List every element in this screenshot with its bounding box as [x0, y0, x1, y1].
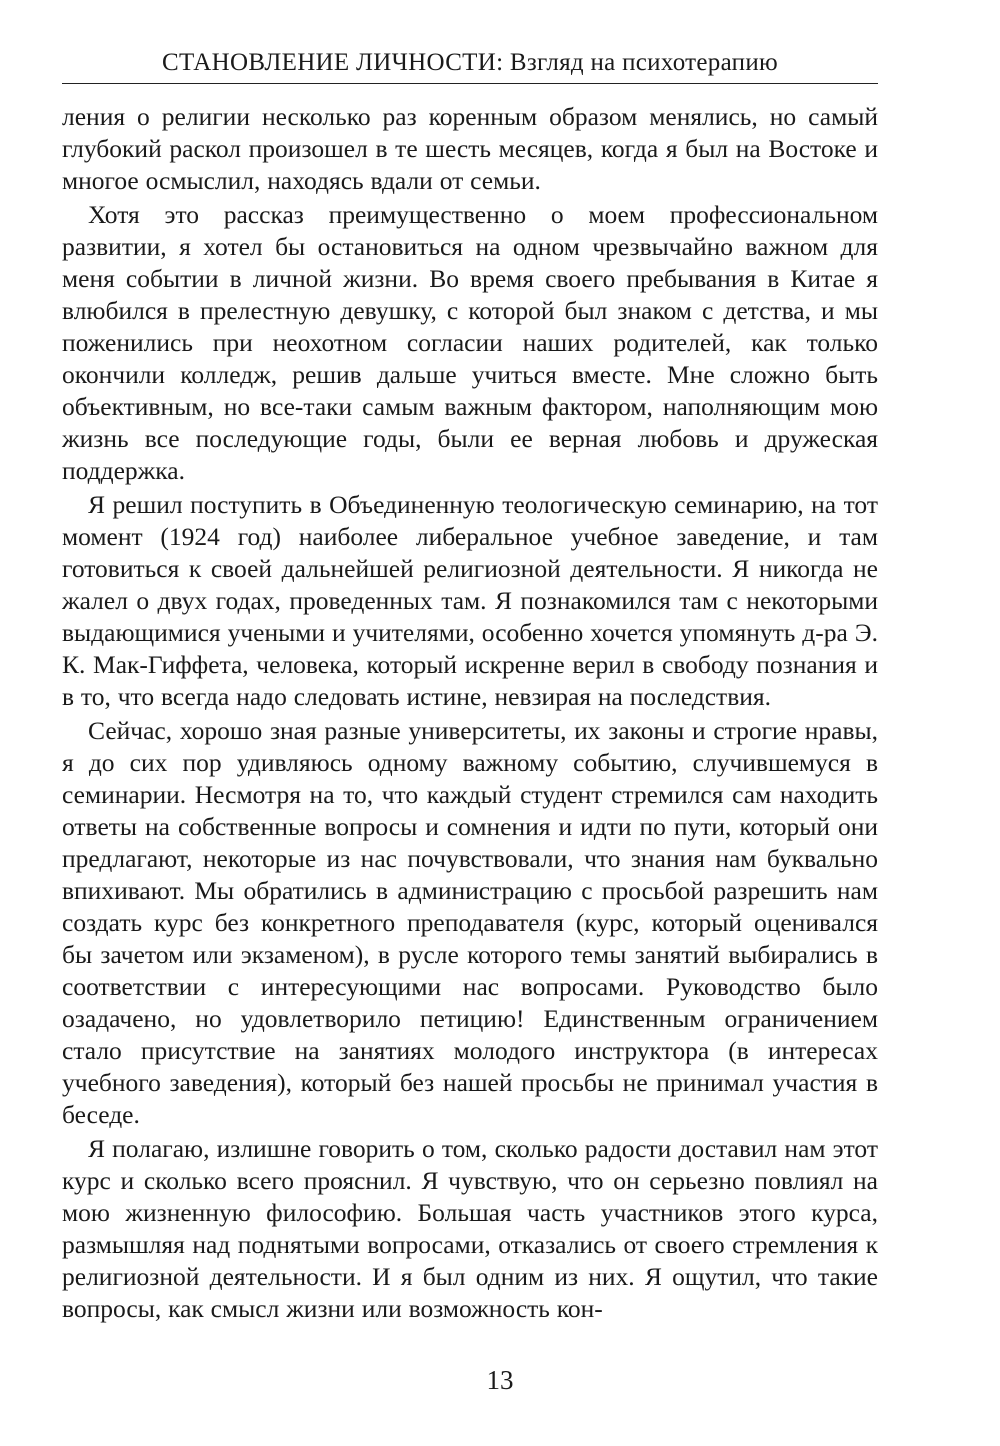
page-number: 13	[486, 1365, 514, 1395]
paragraph: Хотя это рассказ преимущественно о моем профессиональном развитии, я хотел бы остановиться на одном чрезвычайно важном для меня событии в личной жизни. Во время своего пребывания в Китае я влюбился в прелестную девушку, с которой был знаком с детства, и мы поженились при неохотном согласии наших родителей, как только окончили колледж, решив дальше учиться вместе. Мне сложно быть объективным, но все-таки самым важным фактором, наполняющим мою жизнь все последующие годы, были ее верная любовь и дружеская поддержка.	[62, 200, 878, 485]
paragraph: Я полагаю, излишне говорить о том, сколько радости доставил нам этот курс и сколько всего прояснил. Я чувствую, что он серьезно повлиял на мою жизненную философию. Большая часть участников этого курса, размышляя над поднятыми вопросами, отказались от своего стремления к религиозной деятельности. И я был одним из них. Я ощутил, что такие вопросы, как смысл жизни или возможность кон-	[62, 1134, 878, 1323]
body-text	[62, 101, 878, 1325]
header-divider	[62, 83, 878, 84]
paragraph: Сейчас, хорошо зная разные университеты, их законы и строгие нравы, я до сих пор удивляюсь одному важному событию, случившемуся в семинарии. Несмотря на то, что каждый студент стремился сам находить ответы на собственные вопросы и сомнения и идти по пути, который они предлагают, некоторые из нас почувствовали, что знания нам буквально впихивают. Мы обратились в администрацию с просьбой разрешить нам создать курс без конкретного преподавателя (курс, который оценивался бы зачетом или экзаменом), в русле которого темы занятий выбирались в соответствии с интересующими нас вопросами. Руководство было озадачено, но удовлетворило петицию! Единственным ограничением стало присутствие на занятиях молодого инструктора (в интересах учебного заведения), который без нашей просьбы не принимал участия в беседе.	[62, 716, 878, 1129]
paragraph: Я решил поступить в Объединенную теологическую семинарию, на тот момент (1924 год) наиболее либеральное учебное заведение, и там готовиться к своей дальнейшей религиозной деятельности. Я никогда не жалел о двух годах, проведенных там. Я познакомился там с некоторыми выдающимися учеными и учителями, особенно хочется упомянуть д-ра Э. К. Мак-Гиффета, человека, который искренне верил в свободу познания и в то, что всегда надо следовать истине, невзирая на последствия.	[62, 490, 878, 711]
running-head-title: СТАНОВЛЕНИЕ ЛИЧНОСТИ: Взгляд на психотерапию	[161, 49, 778, 76]
paragraph-continued: ления о религии несколько раз коренным образом менялись, но самый глубокий раскол произошел в те шесть месяцев, когда я был на Востоке и многое осмыслил, находясь вдали от семьи.	[62, 102, 878, 195]
